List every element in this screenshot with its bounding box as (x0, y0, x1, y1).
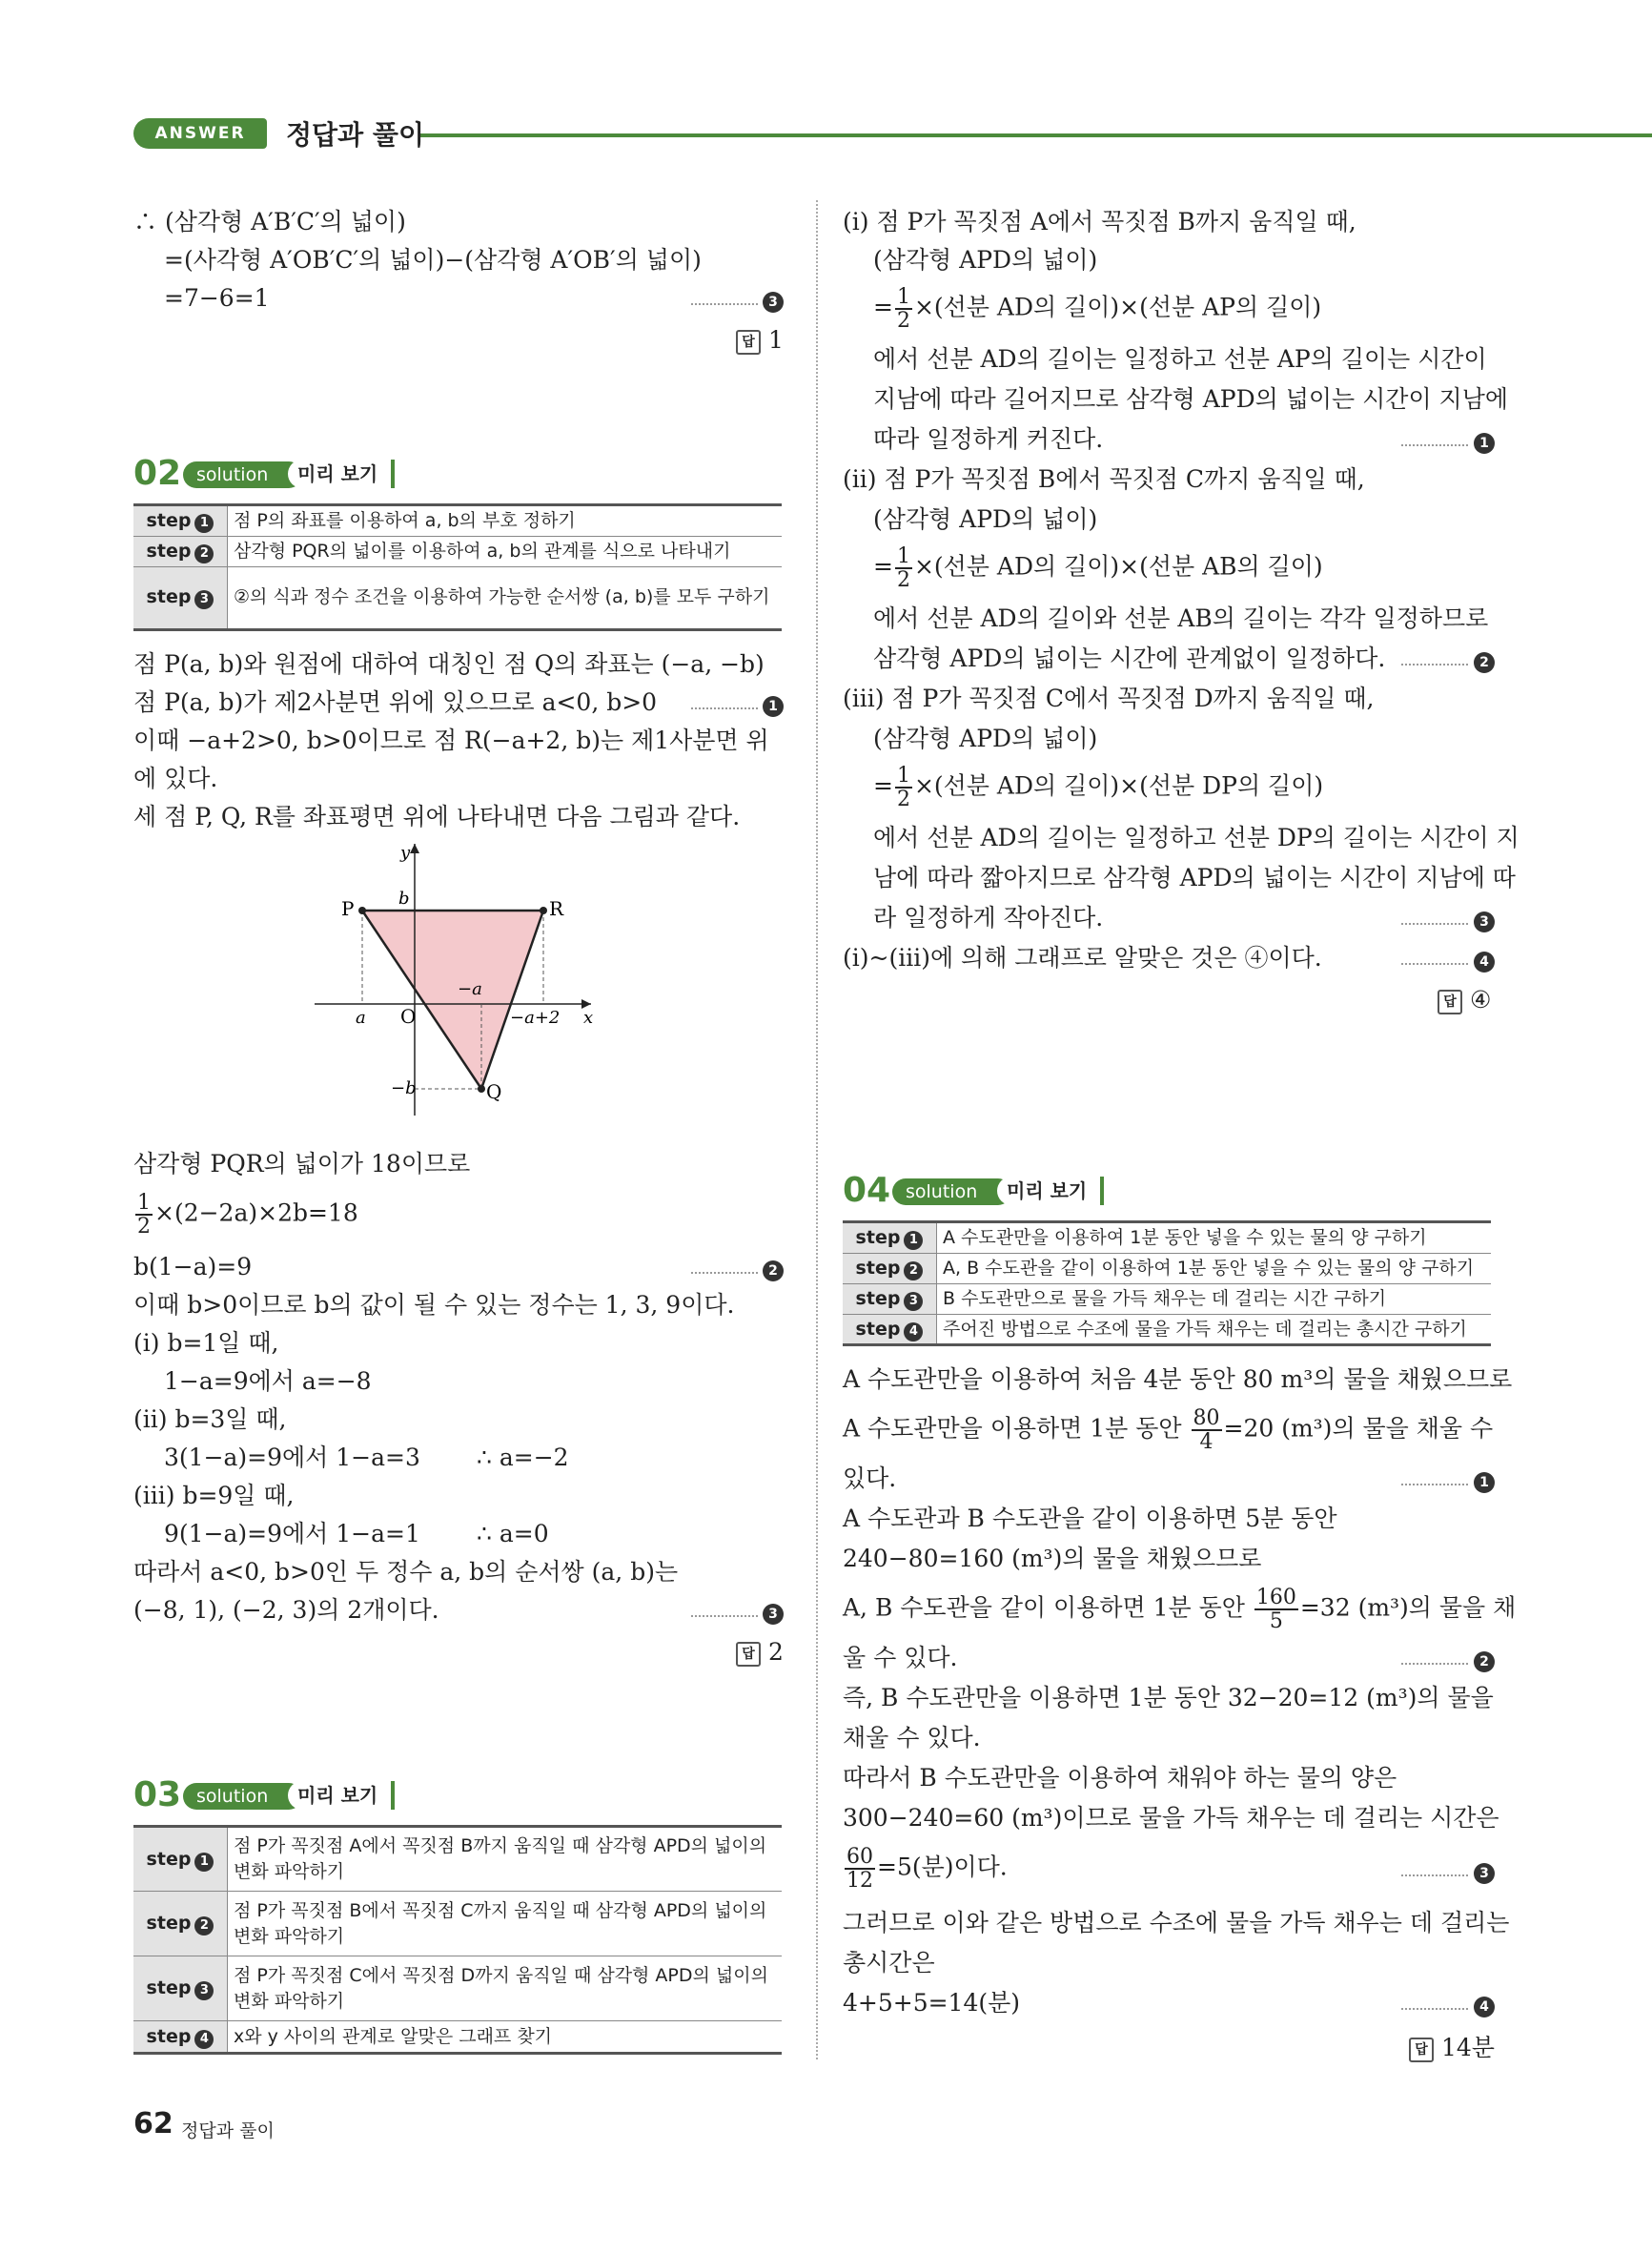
r03-fraction-line: = $\frac{1}{2}$ ×(선분 AD의 길이)×(선분 DP의 길이) (873, 764, 1324, 812)
s02-line: (ⅲ) b=9일 때, (133, 1482, 295, 1509)
marker-3: 3 (1474, 1863, 1495, 1884)
answer-icon: 답 (1409, 2038, 1434, 2062)
s04-step-table: step 1 A 수도관만을 이용하여 1분 동안 넣을 수 있는 물의 양 구하기 step 2 A, B 수도관을 같이 이용하여 1분 동안 넣을 수 있는 물의 양 구하기 step 3 B 수도관만으로 물을 가득 채우는 데 걸리는 시간 구하기 step 4 주어진 방법으로 수조에 물을 가득 채우는 데 걸리는 총시간 구하기 (843, 1220, 1491, 1346)
s04-line: 총시간은 (843, 1949, 935, 1976)
s02-line: 3(1−a)=9에서 1−a=3 (164, 1444, 420, 1471)
r03-line: 에서 선분 AD의 길이는 일정하고 선분 AP의 길이는 시간이 (873, 345, 1487, 373)
s04-line: 240−80=160 (m³)의 물을 채웠으므로 (843, 1545, 1262, 1572)
s04-line: 울 수 있다. (843, 1644, 958, 1671)
step-text: ②의 식과 정수 조건을 이용하여 가능한 순서쌍 (a, b)를 모두 구하기 (228, 566, 783, 629)
section-02-header: 02 solution 미리 보기 (133, 458, 419, 494)
section-04-header: 04 solution 미리 보기 (843, 1175, 1129, 1211)
answer-03: 답 ④ (1438, 986, 1491, 1014)
marker-1: 1 (1474, 1472, 1495, 1493)
svg-text:b: b (398, 889, 410, 909)
svg-text:a: a (356, 1008, 366, 1028)
s02-line: 1−a=9에서 a=−8 (164, 1367, 372, 1395)
s02-line: 에 있다. (133, 765, 218, 792)
s02-line: 삼각형 PQR의 넓이가 18이므로 (133, 1150, 471, 1178)
r03-line: 지남에 따라 길어지므로 삼각형 APD의 넓이는 시간이 지남에 (873, 385, 1508, 413)
svg-text:−a: −a (458, 979, 482, 999)
answer-01: 답 1 (736, 326, 784, 355)
answer-icon: 답 (736, 330, 761, 355)
s04-line: 300−240=60 (m³)이므로 물을 가득 채우는 데 걸리는 시간은 (843, 1804, 1499, 1832)
p01-line-3: =7−6=1 (164, 284, 270, 312)
marker-3: 3 (763, 1604, 784, 1625)
s02-line: 점 P(a, b)와 원점에 대하여 대칭인 점 Q의 좌표는 (−a, −b) (133, 650, 765, 678)
header-rule (419, 133, 1652, 137)
s02-line: (ⅰ) b=1일 때, (133, 1329, 279, 1357)
r03-line: (ⅲ) 점 P가 꼭짓점 C에서 꼭짓점 D까지 움직일 때, (843, 685, 1375, 712)
s04-line: 채울 수 있다. (843, 1724, 981, 1751)
answer-icon: 답 (736, 1642, 761, 1667)
marker-3: 3 (1474, 911, 1495, 932)
step-text: 점 P의 좌표를 이용하여 a, b의 부호 정하기 (228, 505, 783, 537)
r03-line: (ⅰ) 점 P가 꼭짓점 A에서 꼭짓점 B까지 움직일 때, (843, 208, 1356, 236)
s02-line: 이때 −a+2>0, b>0이므로 점 R(−a+2, b)는 제1사분면 위 (133, 727, 769, 754)
r03-line: (ⅱ) 점 P가 꼭짓점 B에서 꼭짓점 C까지 움직일 때, (843, 465, 1365, 493)
s02-fraction-line: $\frac{1}{2}$ ×(2−2a)×2b=18 (137, 1191, 358, 1239)
r03-line: 삼각형 APD의 넓이는 시간에 관계없이 일정하다. (873, 645, 1386, 672)
s04-line: 그러므로 이와 같은 방법으로 수조에 물을 가득 채우는 데 걸리는 (843, 1909, 1510, 1936)
s03-step-table: step 1 점 P가 꼭짓점 A에서 꼭짓점 B까지 움직일 때 삼각형 APD의 넓이의 변화 파악하기 step 2 점 P가 꼭짓점 B에서 꼭짓점 C까지 움직일 때 삼각형 APD의 넓이의 변화 파악하기 step 3 점 P가 꼭짓점 C에서 꼭짓점 D까지 움직일 때 삼각형 APD의 넓이의 변화 파악하기 step 4 x와 y 사이의 관계로 알맞은 그래프 찾기 (133, 1825, 782, 2055)
s02-line: 세 점 P, Q, R를 좌표평면 위에 나타내면 다음 그림과 같다. (133, 803, 741, 830)
marker-1: 1 (763, 696, 784, 717)
svg-text:R: R (549, 897, 564, 920)
s02-line: 9(1−a)=9에서 1−a=1 (164, 1520, 420, 1547)
r03-line: 따라 일정하게 커진다. (873, 425, 1104, 453)
answer-badge: ANSWER (133, 118, 267, 149)
svg-text:x: x (583, 1008, 594, 1028)
svg-text:y: y (400, 843, 411, 863)
s04-fraction-line: A 수도관만을 이용하면 1분 동안 $\frac{80}{4}$ =20 (m³)의 물을 채울 수 (843, 1406, 1494, 1455)
p01-line-2: =(사각형 A′OB′C′의 넓이)−(삼각형 A′OB′의 넓이) (164, 246, 702, 274)
s04-fraction-line: $\frac{60}{12}$ =5(분)이다. (846, 1845, 1008, 1894)
s04-line: A 수도관과 B 수도관을 같이 이용하면 5분 동안 (843, 1505, 1337, 1532)
r03-line: 에서 선분 AD의 길이와 선분 AB의 길이는 각각 일정하므로 (873, 604, 1489, 632)
marker-2: 2 (1474, 652, 1495, 673)
r03-line: (ⅰ)~(ⅲ)에 의해 그래프로 알맞은 것은 ④이다. (843, 944, 1322, 972)
r03-line: (삼각형 APD의 넓이) (873, 246, 1098, 274)
footer-title: 정답과 풀이 (181, 2120, 275, 2141)
p01-line-1: ∴ (삼각형 A′B′C′의 넓이) (133, 208, 406, 236)
s04-fraction-line: A, B 수도관을 같이 이용하면 1분 동안 $\frac{160}{5}$ =32 (m³)의 물을 채 (843, 1586, 1517, 1634)
r03-line: 에서 선분 AD의 길이는 일정하고 선분 DP의 길이는 시간이 지 (873, 824, 1519, 851)
r03-fraction-line: = $\frac{1}{2}$ ×(선분 AD의 길이)×(선분 AB의 길이) (873, 544, 1323, 593)
r03-fraction-line: = $\frac{1}{2}$ ×(선분 AD의 길이)×(선분 AP의 길이) (873, 285, 1322, 334)
page-number: 62 (133, 2107, 173, 2140)
svg-text:−b: −b (391, 1078, 417, 1098)
marker-1: 1 (1474, 433, 1495, 454)
marker-2: 2 (763, 1260, 784, 1281)
svg-text:O: O (400, 1005, 417, 1028)
s02-line: 따라서 a<0, b>0인 두 정수 a, b의 순서쌍 (a, b)는 (133, 1558, 679, 1586)
s02-step-table: step 1 점 P의 좌표를 이용하여 a, b의 부호 정하기 step 2 삼각형 PQR의 넓이를 이용하여 a, b의 관계를 식으로 나타내기 step 3 ②의 식과 정수 조건을 이용하여 가능한 순서쌍 (a, b)를 모두 구하기 (133, 503, 782, 631)
header-title: 정답과 풀이 (286, 119, 424, 151)
s02-line: ∴ a=−2 (477, 1444, 569, 1471)
marker-4: 4 (1474, 952, 1495, 973)
s02-line: (−8, 1), (−2, 3)의 2개이다. (133, 1596, 439, 1624)
marker-4: 4 (1474, 1997, 1495, 2017)
svg-text:P: P (341, 897, 355, 920)
s02-line: 이때 b>0이므로 b의 값이 될 수 있는 정수는 1, 3, 9이다. (133, 1291, 735, 1319)
column-divider (816, 200, 818, 2059)
svg-text:−a+2: −a+2 (510, 1008, 561, 1028)
s04-line: 따라서 B 수도관만을 이용하여 채워야 하는 물의 양은 (843, 1764, 1397, 1792)
step-text: 삼각형 PQR의 넓이를 이용하여 a, b의 관계를 식으로 나타내기 (228, 536, 783, 566)
section-03-header: 03 solution 미리 보기 (133, 1779, 419, 1815)
s04-line: 즉, B 수도관만을 이용하면 1분 동안 32−20=12 (m³)의 물을 (843, 1684, 1494, 1711)
r03-line: (삼각형 APD의 넓이) (873, 505, 1098, 533)
svg-text:Q: Q (486, 1080, 502, 1103)
r03-line: (삼각형 APD의 넓이) (873, 725, 1098, 752)
r03-line: 남에 따라 짧아지므로 삼각형 APD의 넓이는 시간이 지남에 따 (873, 864, 1516, 891)
r03-line: 라 일정하게 작아진다. (873, 904, 1104, 932)
answer-02: 답 2 (736, 1638, 784, 1667)
s02-line: b(1−a)=9 (133, 1253, 253, 1280)
s04-line: 4+5+5=14(분) (843, 1989, 1021, 2017)
coordinate-graph (305, 839, 610, 1116)
marker-2: 2 (1474, 1651, 1495, 1672)
s02-line: (ⅱ) b=3일 때, (133, 1405, 287, 1433)
marker-3: 3 (763, 292, 784, 313)
answer-04: 답 14분 (1409, 2029, 1495, 2063)
s02-line: 점 P(a, b)가 제2사분면 위에 있으므로 a<0, b>0 (133, 688, 658, 716)
triangle-pqr (362, 911, 543, 1089)
s02-line: ∴ a=0 (477, 1520, 549, 1547)
s04-line: A 수도관만을 이용하여 처음 4분 동안 80 m³의 물을 채웠으므로 (843, 1365, 1513, 1393)
answer-icon: 답 (1438, 990, 1462, 1014)
s04-line: 있다. (843, 1464, 897, 1492)
